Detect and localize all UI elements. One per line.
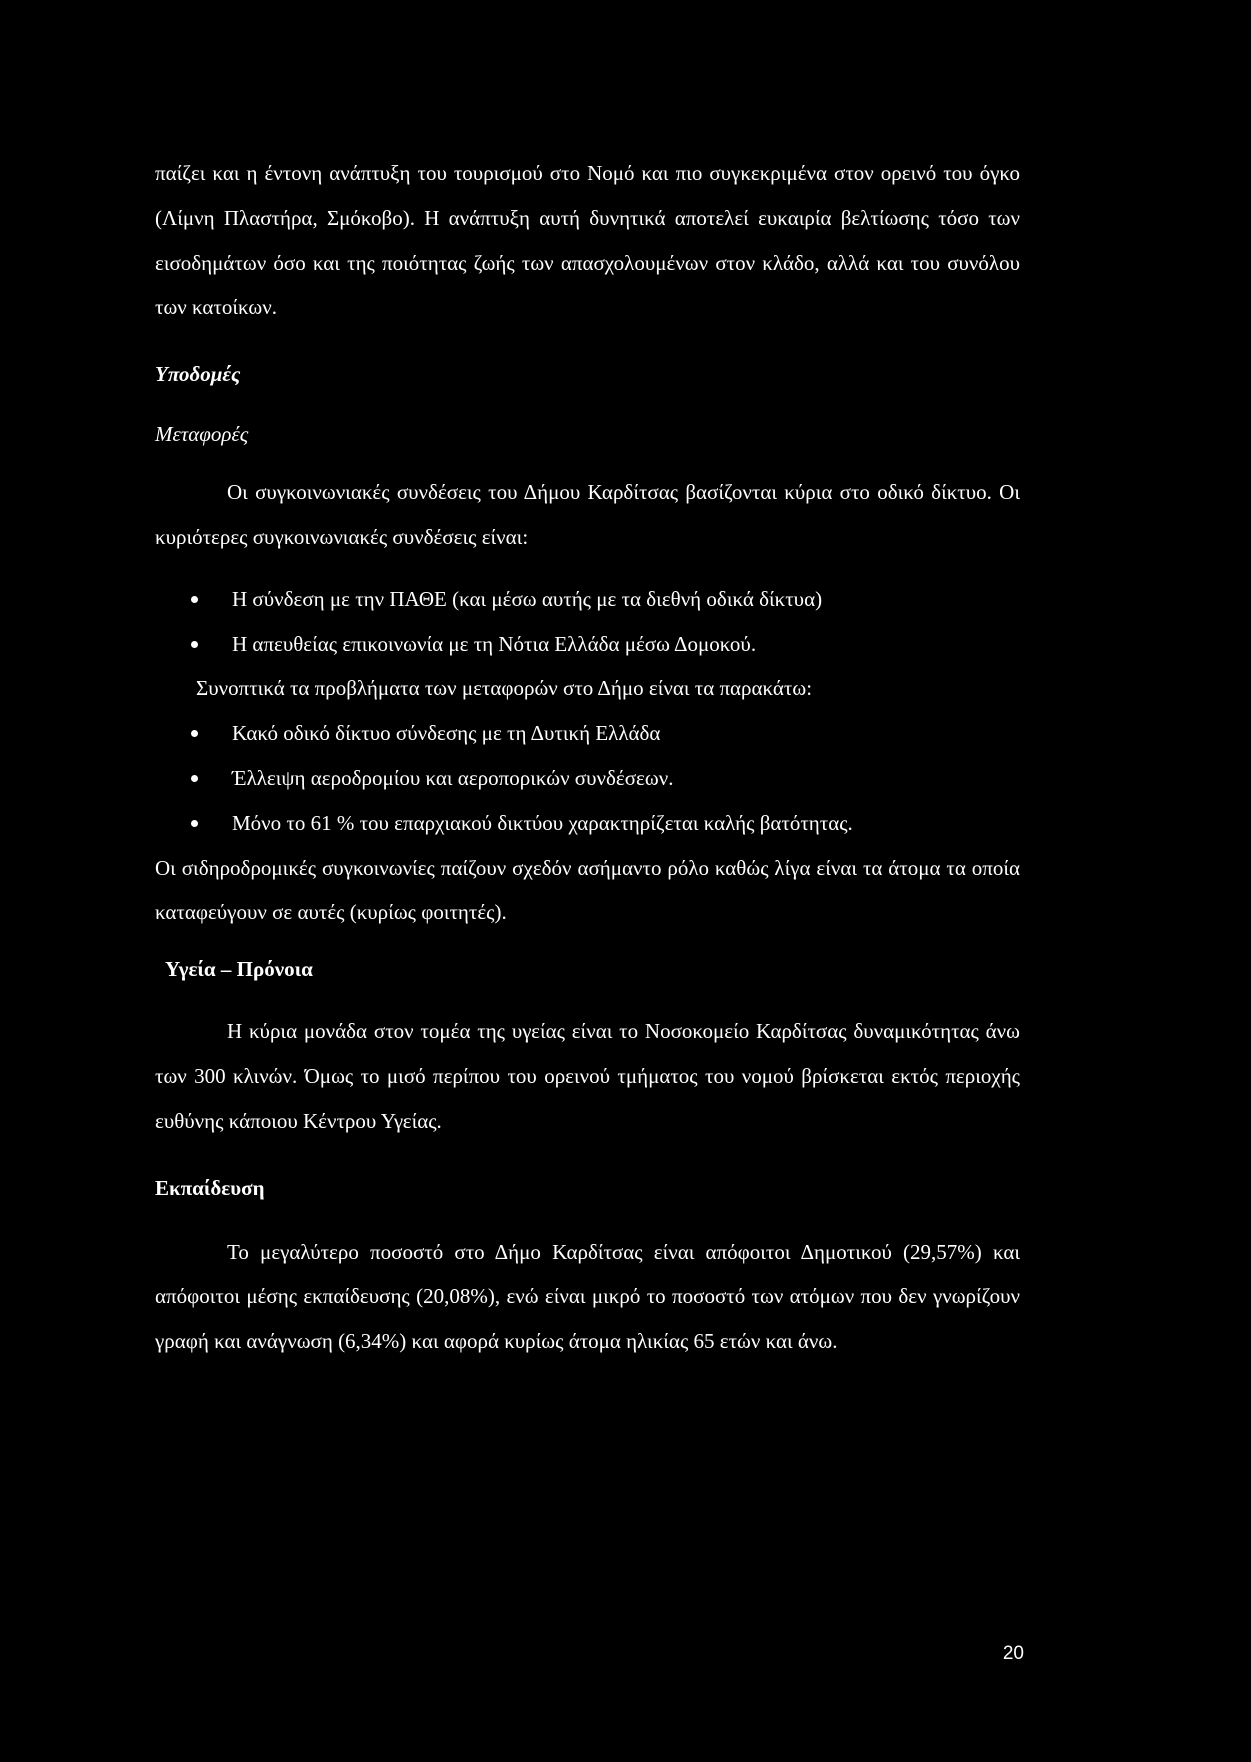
bullet-icon xyxy=(191,730,198,737)
bullet-icon xyxy=(191,775,198,782)
problems-list xyxy=(155,711,1020,845)
transport-paragraph: Οι συγκοινωνιακές συνδέσεις του Δήμου Καρδίτσας βασίζονται κύρια στο οδικό δίκτυο. Οι κυριότερες συγκοινωνιακές συνδέσεις είναι: xyxy=(155,480,1020,549)
list-item-text: Η απευθείας επικοινωνία με τη Νότια Ελλάδα μέσω Δομοκού. xyxy=(232,631,757,656)
education-heading: Εκπαίδευση xyxy=(155,1175,265,1200)
transport-summary: Συνοπτικά τα προβλήματα των μεταφορών στο Δήμο είναι τα παρακάτω: xyxy=(196,676,813,701)
bullet-icon xyxy=(191,820,198,827)
page-content xyxy=(155,151,1020,1364)
education-paragraph: Το μεγαλύτερο ποσοστό στο Δήμο Καρδίτσας είναι απόφοιτοι Δημοτικού (29,57%) και απόφοιτοι μέσης εκπαίδευσης (20,08%), ενώ είναι μικρό το ποσοστό των ατόμων που δεν γνωρίζουν γραφή και ανάγνωση (6,34%) και αφορά κυρίως άτομα ηλικίας 65 ετών και άνω. xyxy=(155,1239,1020,1354)
list-item-text: Έλλειψη αεροδρομίου και αεροπορικών συνδέσεων. xyxy=(232,765,674,790)
list-item-text: Κακό οδικό δίκτυο σύνδεσης με τη Δυτική Ελλάδα xyxy=(232,721,661,746)
health-paragraph: Η κύρια μονάδα στον τομέα της υγείας είναι το Νοσοκομείο Καρδίτσας δυναμικότητας άνω των 300 κλινών. Όμως το μισό περίπου του ορεινού τμήματος του νομού βρίσκεται εκτός περιοχής ευθύνης κάποιου Κέντρου Υγείας. xyxy=(155,1019,1020,1133)
list-item-text: Μόνο το 61 % του επαρχιακού δικτύου χαρακτηρίζεται καλής βατότητας. xyxy=(232,810,853,835)
rail-paragraph: Οι σιδηροδρομικές συγκοινωνίες παίζουν σχεδόν ασήμαντο ρόλο καθώς λίγα είναι τα άτομα τα οποία καταφεύγουν σε αυτές (κυρίως φοιτητές). xyxy=(155,855,1020,925)
list-item xyxy=(155,577,1020,622)
transport-heading: Μεταφορές xyxy=(155,422,249,447)
bullet-icon xyxy=(191,641,198,648)
list-item xyxy=(155,711,1020,756)
list-item xyxy=(155,801,1020,846)
intro-paragraph: παίζει και η έντονη ανάπτυξη του τουρισμού στο Νομό και πιο συγκεκριμένα στον ορεινό του όγκο (Λίμνη Πλαστήρα, Σμόκοβο). Η ανάπτυξη αυτή δυνητικά αποτελεί ευκαιρία βελτίωσης τόσο των εισοδημάτων όσο και της ποιότητας ζωής των απασχολουμένων στον κλάδο, αλλά και του συνόλου των κατοίκων. xyxy=(155,161,1020,320)
list-item-text: Η σύνδεση με την ΠΑΘΕ (και μέσω αυτής με τα διεθνή οδικά δίκτυα) xyxy=(232,586,823,611)
connections-list xyxy=(155,577,1020,667)
page-number: 20 xyxy=(1002,1643,1024,1664)
list-item xyxy=(155,756,1020,801)
infrastructure-heading: Υποδομές xyxy=(155,362,241,387)
list-item xyxy=(155,622,1020,667)
health-heading: Υγεία – Πρόνοια xyxy=(165,957,313,982)
bullet-icon xyxy=(191,596,198,603)
